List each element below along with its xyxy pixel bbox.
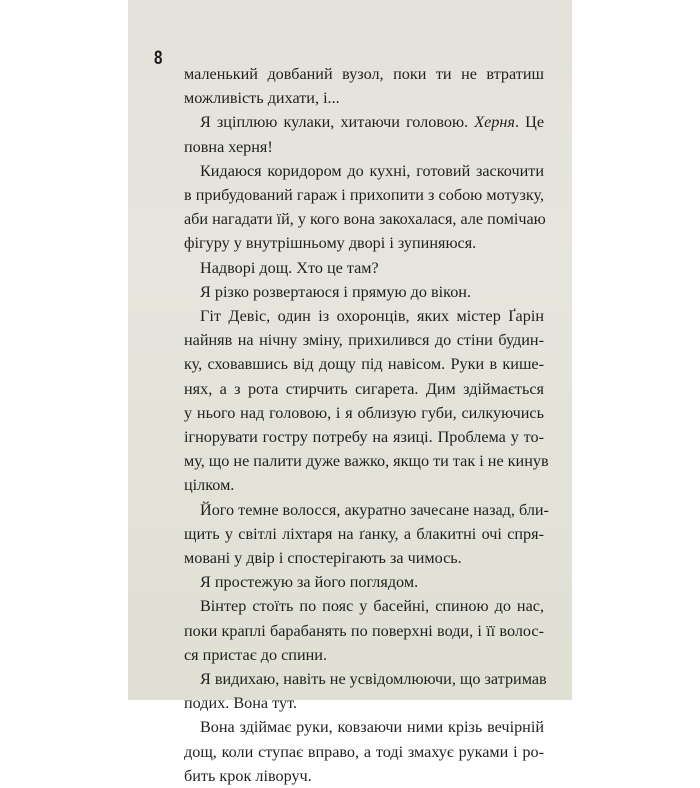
text-line: Я різко розвертаюся і прямую до вікон. [200, 282, 472, 301]
book-page [128, 0, 572, 785]
text-line: му, що не палити дуже важко, якщо ти так і не кинув [184, 452, 549, 471]
text-line: поки краплі барабанять по поверхні води, і її волос- [184, 621, 544, 640]
text-line: аби нагадати їй, у кого вона закохалася, але помічаю [184, 210, 546, 229]
text-line: Я видихаю, навіть не усвідомлюючи, що затримав [200, 670, 547, 689]
text-line: Кидаюся коридором до кухні, готовий заскочити [200, 161, 544, 180]
text-line: цілком. [184, 476, 235, 495]
text-line: можливість дихати, і... [184, 89, 340, 108]
text-line: найняв на нічну зміну, прихилився до стіни будин- [184, 331, 544, 350]
text-line: ку, сховавшись від дощу під навісом. Руки в кише- [184, 355, 544, 374]
text-line: Його темне волосся, акуратно зачесане назад, бли- [200, 500, 549, 519]
page-body-text [184, 62, 549, 788]
text-line: Вона здіймає руки, ковзаючи ними крізь вечірній [200, 718, 544, 737]
text-line: маленький довбаний вузол, поки ти не втратиш [184, 65, 544, 83]
text-line: Я простежую за його поглядом. [200, 573, 419, 592]
text-line: Я зціплюю кулаки, хитаючи головою. Херня. Це [200, 113, 544, 132]
text-line: мовані у двір і спостерігають за чимось. [184, 549, 462, 568]
text-line: подих. Вона тут. [184, 694, 298, 713]
text-line: щить у світлі ліхтаря на ґанку, а блакитні очі спря- [184, 524, 544, 543]
text-line: бить крок ліворуч. [184, 766, 312, 785]
text-line: у нього над головою, і я облизую губи, силкуючись [184, 403, 544, 422]
text-line: Гіт Девіс, один із охоронців, яких містер Ґарін [200, 307, 544, 326]
text-line: Надворі дощ. Хто це там? [200, 258, 379, 277]
text-line: Вінтер стоїть по пояс у басейні, спиною до нас, [200, 597, 544, 616]
text-line: ігнорувати гостру потребу на язиці. Проблема у то- [184, 428, 544, 447]
text-line: дощ, коли ступає вправо, а тоді змахує руками і ро- [184, 742, 544, 761]
text-line: ся пристає до спини. [184, 645, 327, 664]
text-line: фігуру у внутрішньому дворі і зупиняюся. [184, 234, 477, 253]
text-line: в прибудований гараж і прихопити з собою мотузку, [184, 186, 544, 205]
text-line: нях, а з рота стирчить сигарета. Дим здіймається [184, 379, 544, 398]
text-line: повна херня! [184, 137, 273, 156]
page-number: 8 [154, 48, 163, 69]
